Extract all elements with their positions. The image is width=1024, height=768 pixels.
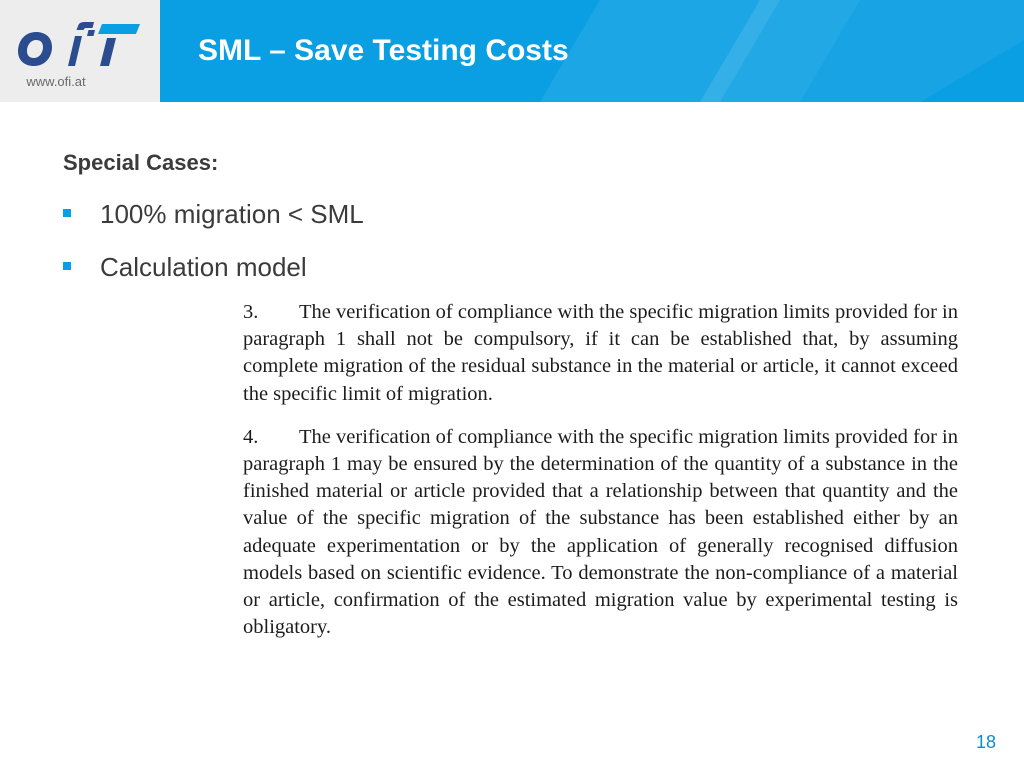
page-title: SML – Save Testing Costs <box>198 34 569 67</box>
paragraph-number: 4. <box>243 425 259 448</box>
paragraph-text: The verification of compliance with the specific migration limits provided for in paragraph 1 may be ensured by the determination of the quantity of a substance in the finished material or article provided that a relationship between that quantity and the value of the specific migration of the substance has been established either by an adequate experimentation or by the application of generally recognised diffusion models based on scientific evidence. To demonstrate the non-compliance of a material or article, confirmation of the estimated migration value by experimental testing is obligatory. <box>243 425 958 639</box>
square-bullet-icon <box>63 209 71 217</box>
regulation-excerpt <box>243 299 958 657</box>
logo-area <box>0 0 160 102</box>
paragraph-3 <box>243 299 958 408</box>
paragraph-text: The verification of compliance with the specific migration limits provided for in paragraph 1 shall not be compulsory, if it can be established that, by assuming complete migration of the residual substance in the material or article, it cannot exceed the specific limit of migration. <box>243 301 958 405</box>
paragraph-4 <box>243 424 958 642</box>
page-number: 18 <box>975 732 996 752</box>
paragraph-number: 3. <box>243 301 259 323</box>
square-bullet-icon <box>63 262 71 270</box>
ofi-logo <box>18 22 140 70</box>
bullet-text: 100% migration < SML <box>100 199 364 229</box>
bullet-text: Calculation model <box>100 252 307 282</box>
section-heading: Special Cases: <box>63 150 219 175</box>
title-bar <box>160 0 1024 102</box>
website-url: www.ofi.at <box>26 74 86 89</box>
